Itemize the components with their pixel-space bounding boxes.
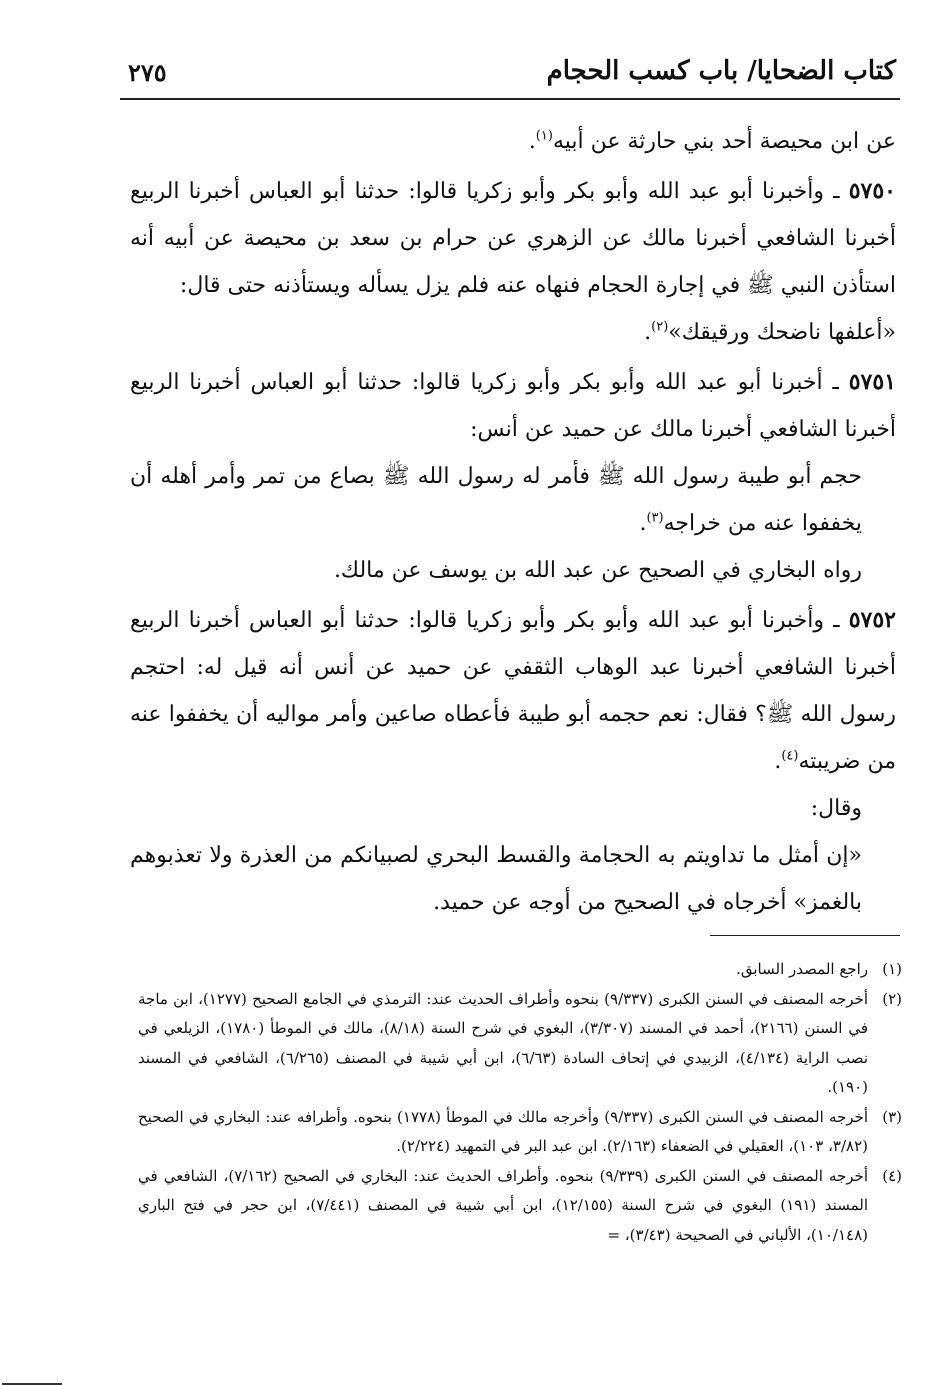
- footnote-text: أخرجه المصنف في السنن الكبرى (٩/٣٣٧) بنحوه وأطراف الحديث عند: الترمذي في الجامع الصحيح (١٢٧٧)، ابن ماجة في السنن (٢١٦٦)، أحمد في المسند (٣/٣٠٧)، البغوي في شرح السنة (٨/١٨)، مالك في الموطأ (١٧٨٠)، الزيلعي في نصب الراية (٤/١٣٤)، الزبيدي في إتحاف السادة (٦/٦٣)، ابن أبي شيبة في المصنف (٦/٢٦٥)، الشافعي في المسند (١٩٠).: [138, 989, 869, 1096]
- footnote-2: [138, 985, 902, 1103]
- main-text: [130, 118, 896, 926]
- page-number: ٢٧٥: [128, 58, 167, 87]
- footnote-ref-1: (١): [535, 128, 553, 144]
- paragraph-continuation: عن ابن محيصة أحد بني حارثة عن أبيه$^{(١)}$.: [528, 128, 896, 154]
- hadith-number: ٥٧٥٢: [848, 607, 896, 633]
- footnote-3: [138, 1103, 902, 1162]
- hadith-5751: [130, 359, 896, 453]
- footnote-number: (٤): [882, 1166, 902, 1185]
- hadith-matn: حجم أبو طيبة رسول الله ﷺ فأمر له رسول الله ﷺ بصاع من تمر وأمر أهله أن يخففوا عنه من خراجه: [130, 464, 862, 536]
- footnote-number: (٣): [882, 1107, 902, 1126]
- footnote-text: أخرجه المصنف في السنن الكبرى (٩/٣٣٩) بنحوه. وأطراف الحديث عند: البخاري في الصحيح (٧/١٦٢)، الشافعي في المسند (١٩١) البغوي في شرح السنة (١٢/١٥٥)، ابن أبي شيبة في المصنف (٧/٤٤١)، ابن حجر في فتح الباري (١٠/١٤٨)، الألباني في الصحيحة (٣/٤٣)، =: [138, 1166, 868, 1244]
- hadith-5751-text: حجم أبو طيبة رسول الله ﷺ فأمر له رسول الله ﷺ بصاع من تمر وأمر أهله أن يخففوا عنه من خراجه$^{(٣)}$.: [130, 464, 862, 536]
- header-divider: [120, 98, 900, 100]
- qala-label: وقال:: [810, 796, 862, 821]
- footnote-ref-3: (٣): [646, 510, 664, 526]
- hadith-isnad: ـ أخبرنا أبو عبد الله وأبو بكر وأبو زكريا قالوا: حدثنا أبو العباس أخبرنا الربيع أخبرنا الشافعي أخبرنا مالك عن حميد عن أنس:: [130, 370, 896, 442]
- footnote-number: (٢): [882, 989, 902, 1008]
- hadith-quote: «أعلفها ناضحك ورقيقك»: [668, 320, 896, 345]
- footnote-ref-2: (٢): [651, 319, 669, 335]
- hadith-5750-quote: «أعلفها ناضحك ورقيقك»$^{(٢)}$.: [644, 319, 896, 345]
- takhrij-note: رواه البخاري في الصحيح عن عبد الله بن يوسف عن مالك.: [333, 558, 862, 583]
- hadith-5751-bukhari: [130, 547, 896, 594]
- page-header: [120, 52, 896, 98]
- hadith-5752-qala: [130, 785, 896, 832]
- hadith-isnad: ـ وأخبرنا أبو عبد الله وأبو بكر وأبو زكريا قالوا: حدثنا أبو العباس أخبرنا الربيع أخبرنا الشافعي أخبرنا عبد الوهاب الثقفي عن حميد عن أنس أنه قيل له: احتجم رسول الله ﷺ؟ فقال: نعم حجمه أبو طيبة فأعطاه صاعين وأمر مواليه أن يخففوا عنه من ضريبته: [130, 608, 896, 774]
- hadith-5750: [130, 168, 896, 309]
- hadith-number: ٥٧٥١: [848, 369, 896, 395]
- hadith-number: ٥٧٥٠: [848, 178, 896, 204]
- footnotes: [138, 955, 902, 1250]
- hadith-5752-hadith: [130, 832, 896, 926]
- footnote-4: [138, 1162, 902, 1251]
- hadith-5752: ٥٧٥٢ ـ وأخبرنا أبو عبد الله وأبو بكر وأبو زكريا قالوا: حدثنا أبو العباس أخبرنا الربيع أخبرنا الشافعي أخبرنا عبد الوهاب الثقفي عن حميد عن أنس أنه قيل له: احتجم رسول الله ﷺ؟ فقال: نعم حجمه أبو طيبة فأعطاه صاعين وأمر مواليه أن يخففوا عنه من ضريبته$^{(٤)}$.: [130, 607, 896, 774]
- footnote-1: [138, 955, 902, 985]
- footnote-text: أخرجه المصنف في السنن الكبرى (٩/٣٣٧) وأخرجه مالك في الموطأ (١٧٧٨) بنحوه. وأطرافه عند: البخاري في الصحيح (٣/٨٢، ١٠٣)، العقيلي في الضعفاء (٢/١٦٣). ابن عبد البر في التمهيد (٢/٢٢٤).: [138, 1107, 868, 1155]
- continuation-text: عن ابن محيصة أحد بني حارثة عن أبيه: [552, 129, 896, 154]
- footnote-divider: [710, 935, 900, 936]
- running-title: كتاب الضحايا/ باب كسب الحجام: [546, 56, 896, 86]
- hadith-isnad: ـ وأخبرنا أبو عبد الله وأبو بكر وأبو زكريا قالوا: حدثنا أبو العباس أخبرنا الربيع أخبرنا الشافعي أخبرنا مالك عن الزهري عن حرام بن سعد بن محيصة عن أبيه أنه استأذن النبي ﷺ في إجارة الحجام فنهاه عنه فلم يزل يسأله ويستأذنه حتى قال:: [130, 179, 896, 298]
- hadith-matn: «إن أمثل ما تداويتم به الحجامة والقسط البحري لصبيانكم من العذرة ولا تعذبوهم بالغمز» أخرجاه في الصحيح من أوجه عن حميد.: [130, 843, 862, 915]
- footnote-number: (١): [882, 960, 902, 978]
- footnote-ref-4: (٤): [781, 748, 799, 764]
- footnote-text: راجع المصدر السابق.: [736, 960, 868, 978]
